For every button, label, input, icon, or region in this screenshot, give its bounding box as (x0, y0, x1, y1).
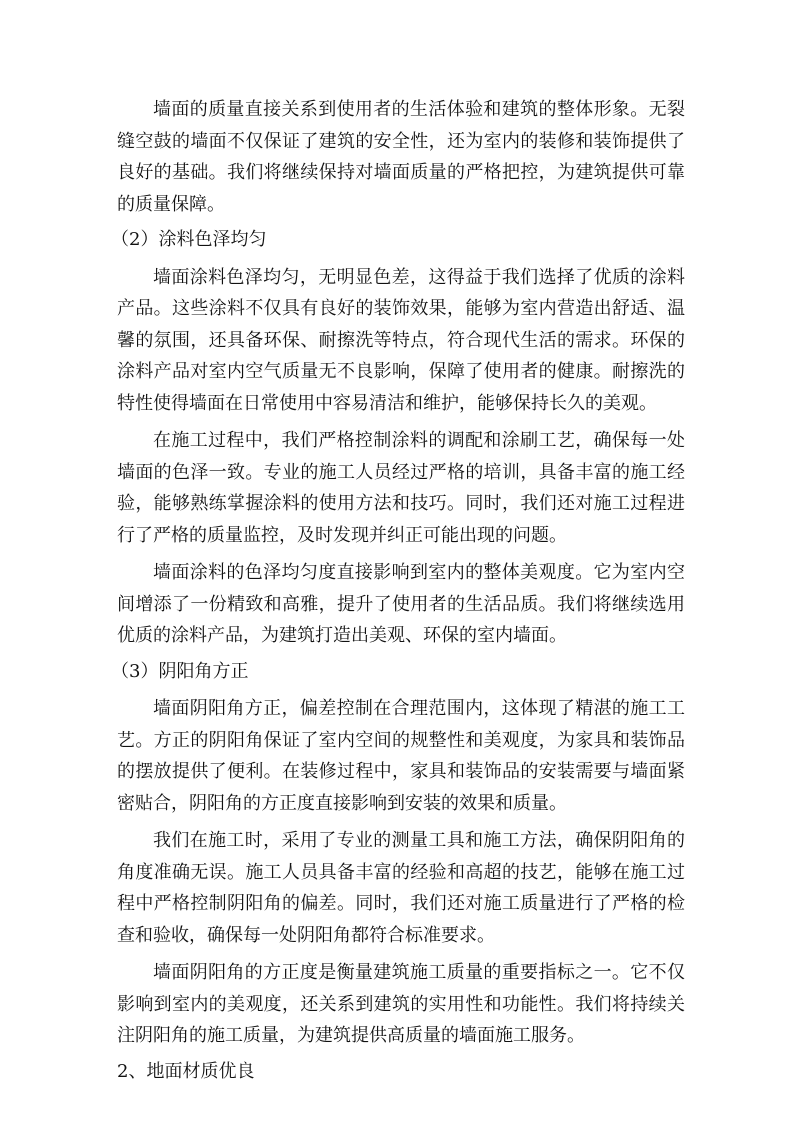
section-heading-paint-color: （2）涂料色泽均匀 (111, 229, 267, 250)
paragraph-corners-intro: 墙面阴阳角方正，偏差控制在合理范围内，这体现了精湛的施工工艺。方正的阴阳角保证了室内空间的规整性和美观度，为家具和装饰品的摆放提供了便利。在装修过程中，家具和装饰品的安装需要与墙面紧密贴合，阴阳角的方正度直接影响到安装的效果和质量。 (117, 698, 685, 814)
paragraph-corners-method: 我们在施工时，采用了专业的测量工具和施工方法，确保阴阳角的角度准确无误。施工人员具备丰富的经验和高超的技艺，能够在施工过程中严格控制阴阳角的偏差。同时，我们还对施工质量进行了严格的检查和验收，确保每一处阴阳角都符合标准要求。 (117, 830, 685, 946)
document-body (111, 94, 685, 1089)
paragraph-paint-aesthetics: 墙面涂料的色泽均匀度直接影响到室内的整体美观度。它为室内空间增添了一份精致和高雅，提升了使用者的生活品质。我们将继续选用优质的涂料产品，为建筑打造出美观、环保的室内墙面。 (117, 562, 685, 646)
paragraph-paint-process: 在施工过程中，我们严格控制涂料的调配和涂刷工艺，确保每一处墙面的色泽一致。专业的施工人员经过严格的培训，具备丰富的施工经验，能够熟练掌握涂料的使用方法和技巧。同时，我们还对施工过程进行了严格的质量监控，及时发现并纠正可能出现的问题。 (117, 430, 685, 546)
section-heading-corners: （3）阴阳角方正 (111, 660, 249, 682)
section-heading-floor-material: 2、地面材质优良 (117, 1060, 255, 1082)
paragraph-wall-quality: 墙面的质量直接关系到使用者的生活体验和建筑的整体形象。无裂缝空鼓的墙面不仅保证了建筑的安全性，还为室内的装修和装饰提供了良好的基础。我们将继续保持对墙面质量的严格把控，为建筑提供可靠的质量保障。 (117, 99, 685, 215)
paragraph-corners-importance: 墙面阴阳角的方正度是衡量建筑施工质量的重要指标之一。它不仅影响到室内的美观度，还关系到建筑的实用性和功能性。我们将持续关注阴阳角的施工质量，为建筑提供高质量的墙面施工服务。 (117, 962, 685, 1046)
paragraph-paint-products: 墙面涂料色泽均匀，无明显色差，这得益于我们选择了优质的涂料产品。这些涂料不仅具有良好的装饰效果，能够为室内营造出舒适、温馨的氛围，还具备环保、耐擦洗等特点，符合现代生活的需求。环保的涂料产品对室内空气质量无不良影响，保障了使用者的健康。耐擦洗的特性使得墙面在日常使用中容易清洁和维护，能够保持长久的美观。 (117, 266, 685, 414)
